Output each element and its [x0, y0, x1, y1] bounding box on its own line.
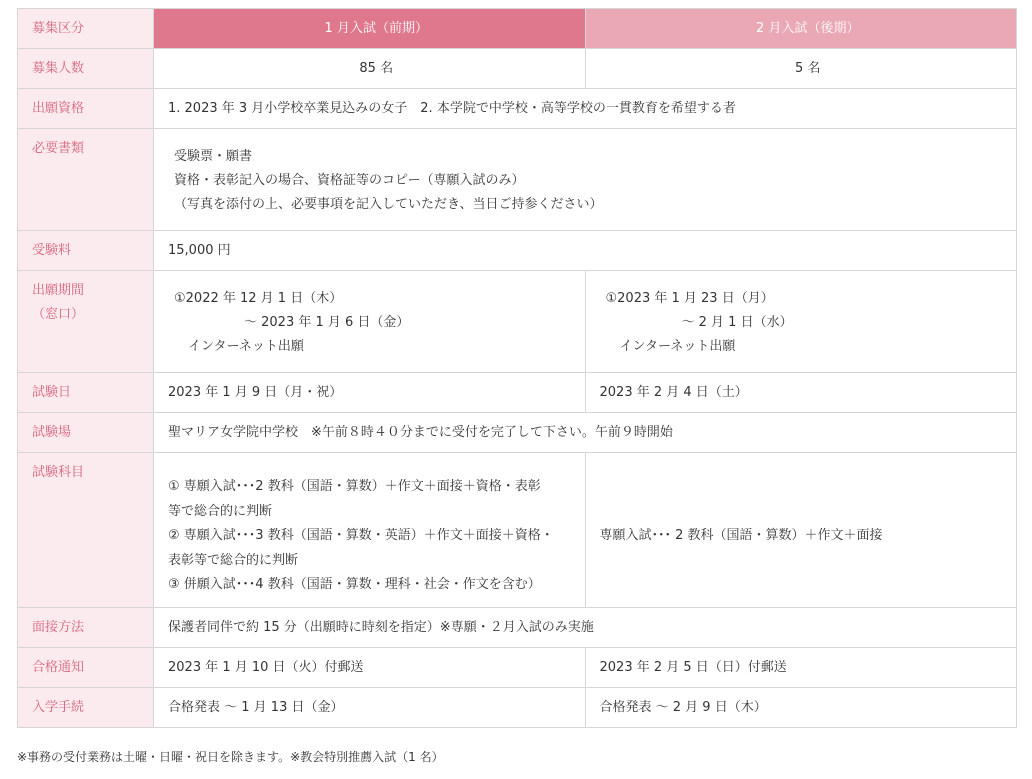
row-fee [18, 231, 1017, 271]
subjects-line: ① 専願入試･･･2 教科（国語・算数）＋作文＋面接＋資格・表彰 [168, 479, 541, 495]
subjects-line: 専願入試･･･ 2 教科（国語・算数）＋作文＋面接 [599, 528, 883, 544]
row-label-capacity: 募集人数 [18, 49, 154, 89]
footnote: ※事務の受付業務は土曜・日曜・祝日を除きます。※教会特別推薦入試（1 名） [17, 750, 444, 764]
documents-line: 資格・表彰記入の場合、資格証等のコピー（専願入試のみ） [174, 172, 525, 188]
row-category [18, 9, 1017, 49]
row-exam-date [18, 373, 1017, 413]
row-label-subjects: 試験科目 [18, 453, 154, 608]
row-label-category: 募集区分 [18, 9, 154, 49]
row-interview [18, 608, 1017, 648]
row-eligibility [18, 89, 1017, 129]
column-header-january: 1 月入試（前期） [154, 9, 586, 49]
row-label-documents: 必要書類 [18, 129, 154, 231]
period-label-line: （窓口） [32, 307, 85, 322]
row-documents [18, 129, 1017, 231]
period-january [154, 271, 586, 373]
row-label-procedure: 入学手続 [18, 688, 154, 728]
row-label-fee: 受験料 [18, 231, 154, 271]
exam-date-february: 2023 年 2 月 4 日（土） [585, 373, 1017, 413]
subjects-line: 等で総合的に判断 [168, 503, 273, 519]
row-label-eligibility: 出願資格 [18, 89, 154, 129]
period-line: ～ 2 月 1 日（水） [681, 314, 793, 330]
row-label-exam-date: 試験日 [18, 373, 154, 413]
period-line: ①2023 年 1 月 23 日（月） [605, 290, 774, 306]
row-result [18, 648, 1017, 688]
row-subjects [18, 453, 1017, 608]
period-line: インターネット出願 [188, 338, 304, 354]
result-january: 2023 年 1 月 10 日（火）付郵送 [154, 648, 586, 688]
procedure-january: 合格発表 ～ 1 月 13 日（金） [154, 688, 586, 728]
row-label-result: 合格通知 [18, 648, 154, 688]
capacity-february: 5 名 [585, 49, 1017, 89]
subjects-january [154, 453, 586, 608]
exam-date-january: 2023 年 1 月 9 日（月・祝） [154, 373, 586, 413]
result-february: 2023 年 2 月 5 日（日）付郵送 [585, 648, 1017, 688]
column-header-february: 2 月入試（後期） [585, 9, 1017, 49]
period-line: ①2022 年 12 月 1 日（木） [174, 290, 343, 306]
period-february [585, 271, 1017, 373]
admission-table [17, 8, 1017, 728]
row-label-interview: 面接方法 [18, 608, 154, 648]
documents-value [154, 129, 1017, 231]
subjects-line: 表彰等で総合的に判断 [168, 552, 299, 568]
period-label-line: 出願期間 [32, 283, 85, 298]
eligibility-value: 1. 2023 年 3 月小学校卒業見込みの女子 2. 本学院で中学校・高等学校の一貫教育を希望する者 [154, 89, 1017, 129]
documents-line: 受験票・願書 [174, 148, 253, 164]
fee-value: 15,000 円 [154, 231, 1017, 271]
row-venue [18, 413, 1017, 453]
period-line: ～ 2023 年 1 月 6 日（金） [244, 314, 410, 330]
subjects-line: ③ 併願入試･･･4 教科（国語・算数・理科・社会・作文を含む） [168, 577, 541, 593]
row-application-period [18, 271, 1017, 373]
capacity-january: 85 名 [154, 49, 586, 89]
row-procedure [18, 688, 1017, 728]
subjects-line: ② 専願入試･･･3 教科（国語・算数・英語）＋作文＋面接＋資格・ [168, 528, 554, 544]
row-label-period [18, 271, 154, 373]
procedure-february: 合格発表 ～ 2 月 9 日（木） [585, 688, 1017, 728]
interview-value: 保護者同伴で約 15 分（出願時に時刻を指定）※専願・２月入試のみ実施 [154, 608, 1017, 648]
documents-line: （写真を添付の上、必要事項を記入していただき、当日ご持参ください） [174, 196, 603, 212]
subjects-february [585, 453, 1017, 608]
row-capacity [18, 49, 1017, 89]
row-label-venue: 試験場 [18, 413, 154, 453]
period-line: インターネット出願 [619, 338, 736, 354]
venue-value: 聖マリア女学院中学校 ※午前８時４０分までに受付を完了して下さい。午前９時開始 [154, 413, 1017, 453]
